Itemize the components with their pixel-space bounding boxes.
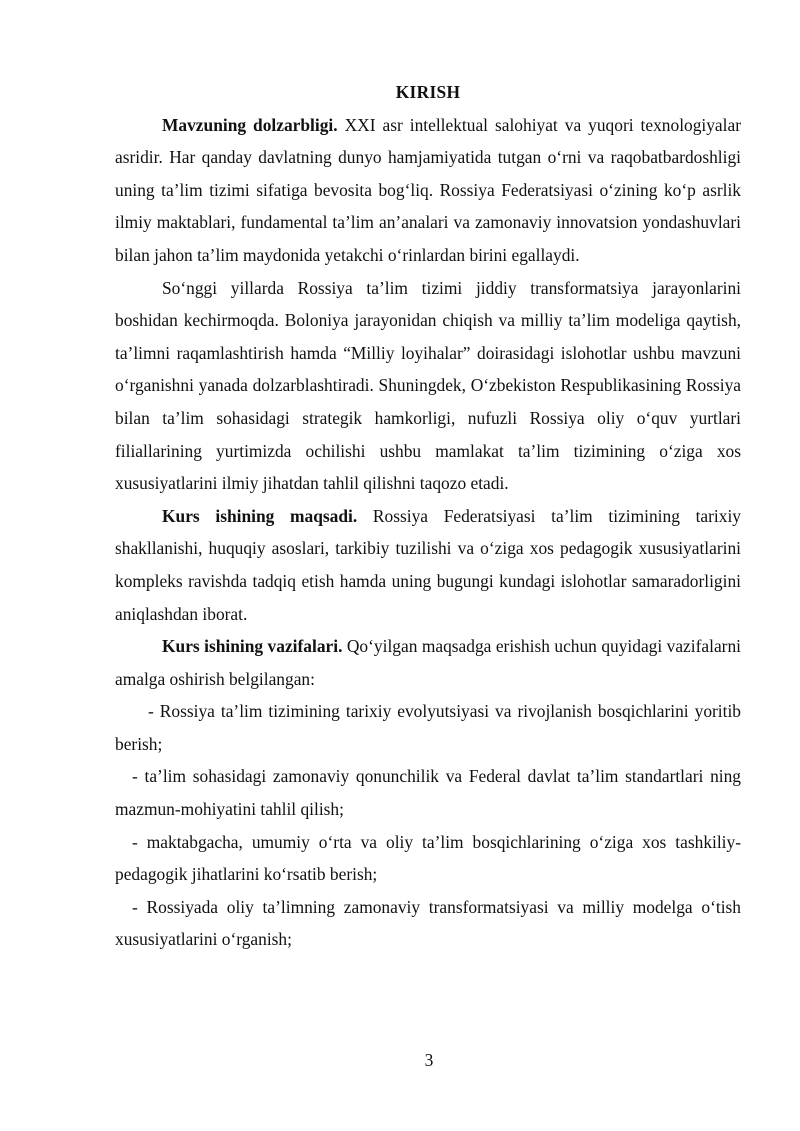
list-item: - maktabgacha, umumiy o‘rta va oliy ta’lim bosqichlarining o‘ziga xos tashkiliy-pedagogik jihatlarini ko‘rsatib berish; bbox=[115, 831, 741, 885]
list-item: - Rossiya ta’lim tizimining tarixiy evolyutsiyasi va rivojlanish bosqichlarini yoritib berish; bbox=[115, 701, 741, 754]
paragraph-lead: Kurs ishining vazifalari. bbox=[162, 636, 343, 657]
paragraph-text: So‘nggi yillarda Rossiya ta’lim tizimi jiddiy transformatsiya jarayonlarini boshidan kechirmoqda. Boloniya jarayonidan chiqish va milliy ta’lim modeliga qaytish, ta’limni raqamlashtirish hamda “Milliy loyihalar” doirasidagi islohotlar ushbu mavzuni o‘rganishni yanada dolzarblashtiradi. Shuningdek, O‘zbekiston Respublikasining Rossiya bilan ta’lim sohasidagi strategik hamkorligi, nufuzli Rossiya oliy o‘quv yurtlari filiallarining yurtimizda ochilishi ushbu mamlakat ta’lim tizimining o‘ziga xos xususiyatlarini ilmiy jihatdan tahlil qilishni taqozo etadi. bbox=[115, 277, 741, 494]
paragraph-lead: Kurs ishining maqsadi. bbox=[162, 505, 358, 526]
page-number: 3 bbox=[424, 1050, 434, 1070]
document-page bbox=[115, 76, 741, 956]
paragraph-tasks bbox=[115, 630, 741, 695]
page-heading: KIRISH bbox=[395, 82, 461, 102]
paragraph-goal bbox=[115, 500, 741, 630]
list-item: - Rossiyada oliy ta’limning zamonaviy transformatsiyasi va milliy modelga o‘tish xususiyatlarini o‘rganish; bbox=[115, 896, 741, 950]
list-item: - ta’lim sohasidagi zamonaviy qonunchilik va Federal davlat ta’lim standartlari ning mazmun-mohiyatini tahlil qilish; bbox=[115, 766, 741, 820]
paragraph-transformation bbox=[115, 272, 741, 500]
paragraph-text: Rossiya Federatsiyasi ta’lim tizimining tarixiy shakllanishi, huquqiy asoslari, tarkibiy tuzilishi va o‘ziga xos pedagogik xususiyatlarini kompleks ravishda tadqiq etish hamda uning bugungi kundagi islohotlar samaradorligini aniqlashdan iborat. bbox=[115, 505, 741, 624]
paragraph-lead: Mavzuning dolzarbligi. bbox=[162, 114, 338, 135]
paragraph-text: XXI asr intellektual salohiyat va yuqori texnologiyalar asridir. Har qanday davlatning dunyo hamjamiyatida tutgan o‘rni va raqobatbardoshligi uning ta’lim tizimi sifatiga bevosita bog‘liq. Rossiya Federatsiyasi o‘zining ko‘p asrlik ilmiy maktablari, fundamental ta’lim an’analari va zamonaviy innovatsion yondashuvlari bilan jahon ta’lim maydonida yetakchi o‘rinlardan birini egallaydi. bbox=[115, 114, 741, 265]
paragraph-relevance bbox=[115, 109, 741, 272]
paragraph-text: Qo‘yilgan maqsadga erishish uchun quyidagi vazifalarni amalga oshirish belgilangan: bbox=[115, 636, 741, 689]
